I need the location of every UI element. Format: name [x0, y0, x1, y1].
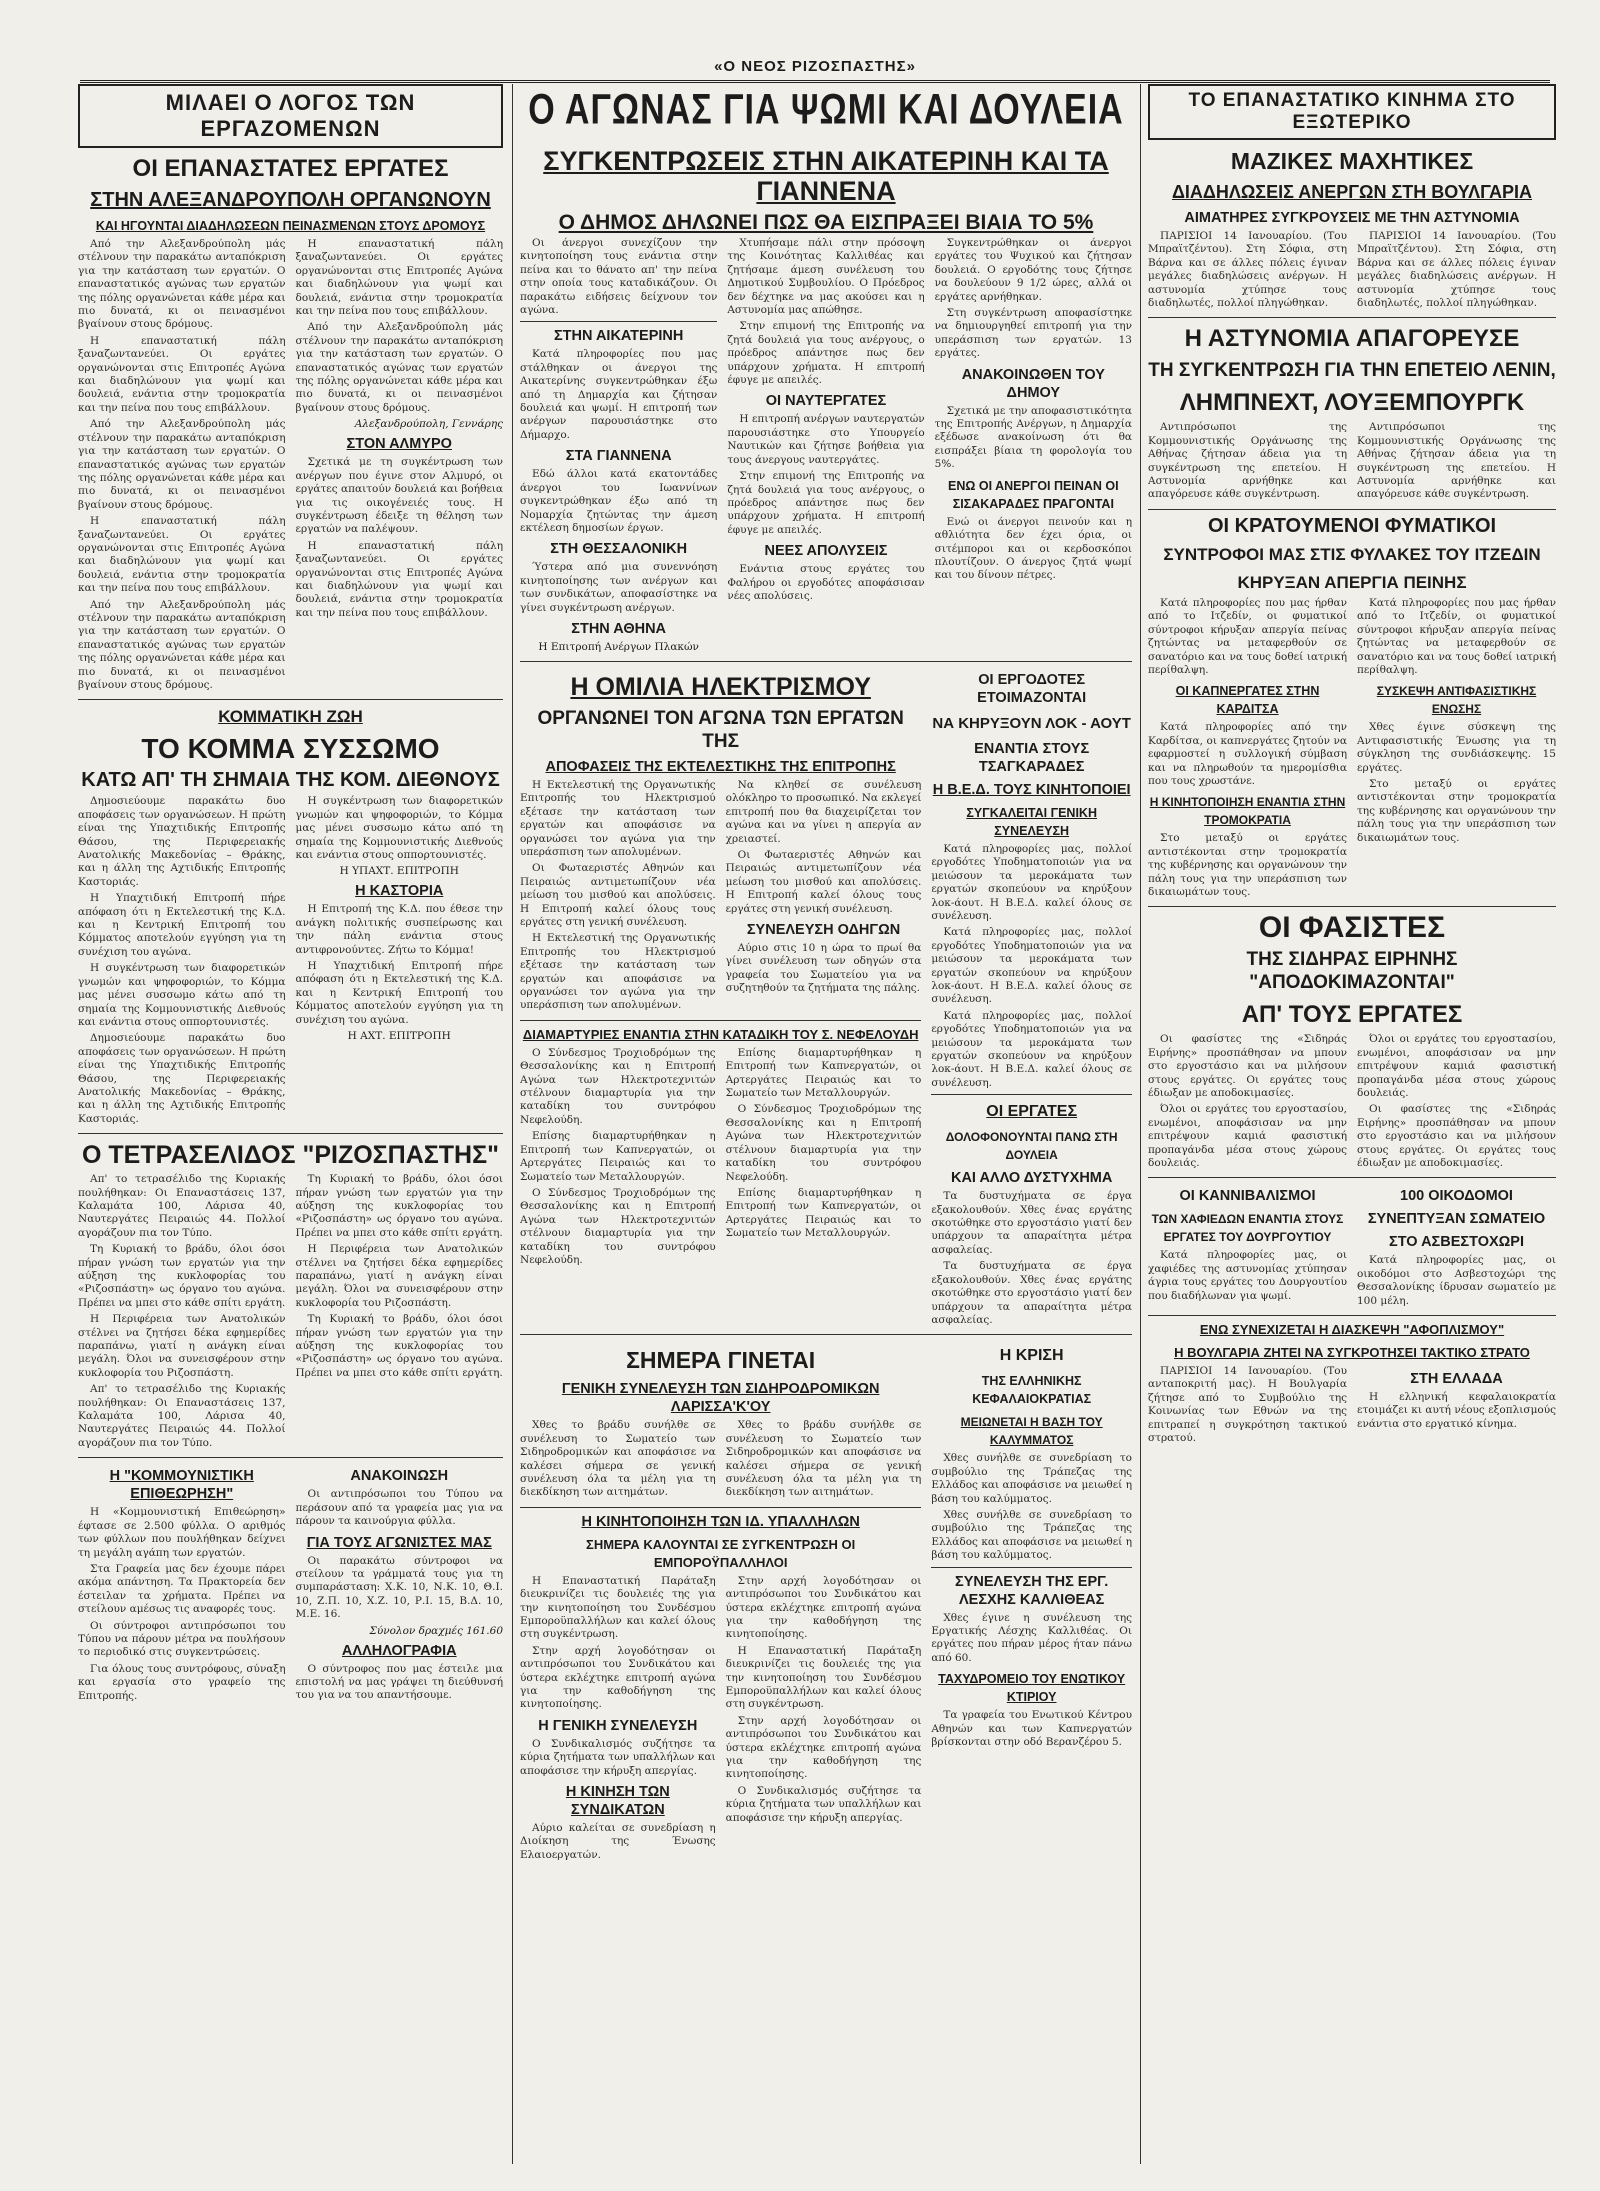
article-text: Ενάντια στους εργάτες του Φαλήρου οι εργοδότες αποφάσισαν νέες απολύσεις. — [727, 563, 925, 602]
article-text: Στην επιμονή της Επιτροπής να ζητά δουλειά για τους ανέργους, ο πρόεδρος απάντησε πως δεν υπάρχουν χρήματα. Η επιτροπή έφυγε με απειλές. — [727, 320, 925, 387]
article-text: Χθες έγινε η συνέλευση της Εργατικής Λέσχης Καλλιθέας. Οι εργάτες που πήραν μέρος ήταν πάνω από 60. — [931, 1611, 1132, 1664]
headline: Η ΚΙΝΗΤΟΠΟΙΗΣΗ ΤΩΝ ΙΔ. ΥΠΑΛΛΗΛΩΝ — [581, 1513, 860, 1530]
section-heading: ΑΛΛΗΛΟΓΡΑΦΙΑ — [341, 1642, 457, 1659]
article-text: Ο Σύνδεσμος Τροχιοδρόμων της Θεσσαλονίκης και η Επιτροπή Αγώνα των Ηλεκτροτεχνιτών στέλνουν διαμαρτυρία για την καταδίκη του συντρόφου Νεφελούδη. — [725, 1103, 922, 1183]
article-text: Απ' το τετρασέλιδο της Κυριακής πουλήθηκαν: Οι Επαναστάσεις 137, Καλαμάτα 100, Λάρισα 40, Ναυτεργάτες Πειραιώς 44. Πολλοί αγοράζουν πια τον Τύπο. — [78, 1383, 286, 1449]
section-heading: ΣΥΝΕΛΕΥΣΗ ΟΔΗΓΩΝ — [746, 922, 901, 938]
column-left — [78, 82, 503, 2172]
headline: Η ΑΣΤΥΝΟΜΙΑ ΑΠΑΓΟΡΕΥΣΕ — [1184, 325, 1520, 353]
article-text: Η Περιφέρεια των Ανατολικών στέλνει να ζητήσει δέκα εφημερίδες παραπάνω, γιατί η ανάγκη είναι μεγάλη. Όλοι να συνεισφέρουν στην κυκλοφορία του Ριζοσπάστη. — [78, 1313, 286, 1379]
article-columns — [78, 238, 503, 695]
sum-total: Σύνολον δραχμές 161.60 — [369, 1624, 503, 1637]
article-text: Στην αρχή λογοδότησαν οι αντιπρόσωποι του Συνδικάτου και ύστερα εκλέχτηκε επιτροπή αγώνα για την καθοδήγηση της κινητοποίησης. — [725, 1714, 922, 1781]
section-heading: ΟΙ ΝΑΥΤΕΡΓΑΤΕΣ — [765, 393, 887, 410]
article-text: Η συγκέντρωση των διαφορετικών γνωμών και ψηφοφοριών, το Κόμμα μας μένει συσσωμο κάτω από τη σημαία της Κομμουνιστικής Διεθνούς και ενάντια στους οππορτουνιστές. — [78, 962, 286, 1028]
article-text: Στα Γραφεία μας δεν έχουμε πάρει ακόμα απάντηση. Τα Πρακτορεία δεν έστειλαν τα χρήματα. Πρέπει να στείλουν αμέσως τις αναφορές τους. — [78, 1562, 286, 1616]
headline: Η ΒΟΥΛΓΑΡΙΑ ΖΗΤΕΙ ΝΑ ΣΥΓΚΡΟΤΗΣΕΙ ΤΑΚΤΙΚΟ ΣΤΡΑΤΟ — [1174, 1345, 1530, 1361]
article-columns — [78, 795, 503, 1129]
article-text: Επίσης διαμαρτυρήθηκαν η Επιτροπή των Καπνεργατών, οι Αρτεργάτες Πειραιώς και το Σωματείο των Μεταλλουργών. — [725, 1186, 922, 1240]
article-text: Αύριο στις 10 η ώρα το πρωί θα γίνει συνέλευση των οδηγών στα γραφεία του Σωματείου για να συζητηθούν τα ζητήματα της πάλης. — [725, 942, 922, 995]
subheadline: ΣΥΓΚΑΛΕΙΤΑΙ ΓΕΝΙΚΗ ΣΥΝΕΛΕΥΣΗ — [966, 805, 1097, 838]
headline: Η ΚΡΙΣΗ — [999, 1347, 1064, 1365]
section-heading: ΣΤΗ ΕΛΛΑΔΑ — [1410, 1371, 1503, 1388]
divider — [520, 661, 1132, 662]
article-text: Οι Φωταεριστές Αθηνών και Πειραιώς αντιμετωπίζουν νέα μείωση του μισθού και απολύσεις. Η Επιτροπή καλεί όλους τους εργάτες στη γενική συνέλευση. — [520, 862, 716, 928]
divider — [1148, 509, 1556, 510]
headline: ΣΥΓΚΕΝΤΡΩΣΕΙΣ ΣΤΗΝ ΑΙΚΑΤΕΡΙΝΗ ΚΑΙ ΤΑ ΓΙΑΝΝΕΝΑ — [543, 146, 1109, 206]
headline: ΤΗ ΣΥΓΚΕΝΤΡΩΣΗ ΓΙΑ ΤΗΝ ΕΠΕΤΕΙΟ ΛΕΝΙΝ, — [1148, 360, 1556, 382]
article-columns — [520, 1047, 921, 1271]
divider — [1148, 1177, 1556, 1178]
headline: ΕΝΩ ΣΥΝΕΧΙΖΕΤΑΙ Η ΔΙΑΣΚΕΨΗ "ΑΦΟΠΛΙΣΜΟΥ" — [1199, 1322, 1505, 1338]
subheadline: ΑΠΟΦΑΣΕΙΣ ΤΗΣ ΕΚΤΕΛΕΣΤΙΚΗΣ ΤΗΣ ΕΠΙΤΡΟΠΗΣ — [545, 758, 896, 775]
article-text: Η συγκέντρωση των διαφορετικών γνωμών και ψηφοφοριών, το Κόμμα μας μένει συσσωμο κάτω από τη σημαία της Κομμουνιστικής Διεθνούς και ενάντια στους οππορτουνιστές. — [295, 795, 503, 862]
article-text: Κατά πληροφορίες μας, πολλοί εργοδότες Υποδηματοποιών για να μειώσουν τα μεροκάματα των εργατών σκοπεύουν να κηρύξουν λοκ-άουτ. Η Β.Ε.Δ. καλεί όλους σε συνέλευση. — [931, 1009, 1132, 1089]
article-text: Στην αρχή λογοδότησαν οι αντιπρόσωποι του Συνδικάτου και ύστερα εκλέχτηκε επιτροπή αγώνα για την καθοδήγηση της κινητοποίησης. — [725, 1574, 922, 1641]
article-text: Επίσης διαμαρτυρήθηκαν η Επιτροπή των Καπνεργατών, οι Αρτεργάτες Πειραιώς και το Σωματείο των Μεταλλουργών. — [725, 1046, 922, 1100]
subheadline: Η Β.Ε.Δ. ΤΟΥΣ ΚΙΝΗΤΟΠΟΙΕΙ — [932, 781, 1131, 798]
article-text: Χθες το βράδυ συνήλθε σε συνέλευση το Σωματείο των Σιδηροδρομικών και αποφάσισε να καλέσει σήμερα σε γενική συνέλευση όλα τα μέλη για τη διεκδίκηση των αιτημάτων. — [725, 1419, 922, 1499]
article-columns — [520, 1419, 921, 1502]
column-center — [520, 82, 1132, 2172]
article-text: ΠΑΡΙΣΙΟΙ 14 Ιανουαρίου. (Του ανταποκριτή μας). Η Βουλγαρία ζήτησε από το Συμβούλιο της Κοινωνίας των Εθνών να της επιτραπεί η συγκρότηση τακτικού στρατού. — [1148, 1365, 1347, 1445]
article-columns — [78, 1462, 503, 1706]
section-box-title: ΤΟ ΕΠΑΝΑΣΤΑΤΙΚΟ ΚΙΝΗΜΑ ΣΤΟ ΕΞΩΤΕΡΙΚΟ — [1148, 84, 1556, 140]
article-text: Ο Συνδικαλισμός συζήτησε τα κύρια ζητήματα των υπαλλήλων και αποφάσισε την κήρυξη απεργίας. — [725, 1784, 922, 1824]
divider — [78, 1457, 503, 1458]
headline: Η ΟΜΙΛΙΑ ΗΛΕΚΤΡΙΣΜΟΥ — [570, 672, 871, 701]
masthead: «Ο ΝΕΟΣ ΡΙΖΟΣΠΑΣΤΗΣ» — [80, 58, 1550, 83]
article-text: Η Περιφέρεια των Ανατολικών στέλνει να ζητήσει δέκα εφημερίδες παραπάνω, γιατί η ανάγκη είναι μεγάλη. Όλοι να συνεισφέρουν στην κυκλοφορία του Ριζοσπάστη. — [295, 1243, 503, 1309]
divider — [1148, 906, 1556, 907]
article-columns — [520, 237, 1132, 657]
headline: ΑΠ' ΤΟΥΣ ΕΡΓΑΤΕΣ — [1241, 1001, 1463, 1029]
article-text: Αντιπρόσωποι της Κομμουνιστικής Οργάνωσης της Αθήνας ζήτησαν άδεια για τη συγκέντρωση της επετείου. Η Αστυνομία αρνήθηκε και απαγόρευσε κάθε συγκέντρωση. — [1357, 421, 1556, 501]
headline: ΓΕΝΙΚΗ ΣΥΝΕΛΕΥΣΗ ΤΩΝ ΣΙΔΗΡΟΔΡΟΜΙΚΩΝ ΛΑΡΙΣΣΑ'Κ'ΟΥ — [561, 1381, 880, 1416]
headline: ΤΗΣ ΕΛΛΗΝΙΚΗΣ ΚΕΦΑΛΑΙΟΚΡΑΤΙΑΣ — [972, 1374, 1092, 1407]
article-text: Η επαναστατική πάλη ξαναζωντανεύει. Οι εργάτες οργανώνονται στις Επιτροπές Αγώνα και διαδηλώνουν για ψωμί και δουλειά, ενάντια στην τρομοκρατία και την πείνα που τους επιβάλλουν. — [78, 515, 286, 595]
article-text: Χθες συνήλθε σε συνεδρίαση το συμβούλιο της Τράπεζας της Ελλάδος και αποφάσισε να μειωθεί η βάση του καλύμματος. — [931, 1508, 1132, 1562]
article-text: Σχετικά με την αποφασιστικότητα της Επιτροπής Ανέργων, η Δημαρχία εξέδωσε ανακοίνωση ότι θα εισπράξει βίαια τη φορολογία του 5%. — [934, 404, 1132, 471]
article-text: Ο σύντροφος που μας έστειλε μια επιστολή να μας γράψει τη διεύθυνσή του για να του απαντήσουμε. — [295, 1662, 503, 1702]
article-text: Τη Κυριακή το βράδυ, όλοι όσοι πήραν γνώση των εργατών για την αύξηση της κυκλοφορίας του «Ριζοσπάστη» ως όργανο του αγώνα. Πρέπει να μπει στο κάθε σπίτι εργάτη. — [295, 1313, 503, 1379]
divider — [931, 1567, 1132, 1568]
section-heading: Η ΚΙΝΗΤΟΠΟΙΗΣΗ ΕΝΑΝΤΙΑ ΣΤΗΝ ΤΡΟΜΟΚΡΑΤΙΑ — [1149, 795, 1346, 828]
divider — [931, 1094, 1132, 1095]
article-text: Κατά πληροφορίες μας, οι οικοδόμοι στο Ασβεστοχώρι της Θεσσαλονίκης ίδρυσαν σωματείο με 100 μέλη. — [1357, 1254, 1556, 1307]
headline: ΤΟ ΚΟΜΜΑ ΣΥΣΣΩΜΟ — [141, 733, 440, 765]
article-text: Η Εκτελεστική της Οργανωτικής Επιτροπής του Ηλεκτρισμού εξέτασε την κατάσταση των εργατών και αποφάσισε να οργανώσει τον αγώνα για την υπεράσπιση των απολυμένων. — [520, 932, 716, 1012]
article-text: ΠΑΡΙΣΙΟΙ 14 Ιανουαρίου. (Του Μπραϊτζέντου). Στη Σόφια, στη Βάρνα και σε άλλες πόλεις έγιναν μεγάλες διαδηλώσεις ανέργων. Η αστυνομία χτύπησε τους διαδηλωτές, πολλοί πληγώθηκαν. — [1148, 230, 1347, 310]
article-text: Οι φασίστες της «Σιδηράς Ειρήνης» προσπάθησαν να μπουν στο εργοστάσιο και να μιλήσουν στους εργάτες. Οι εργάτες τους έδιωξαν με αποδοκιμασίες. — [1148, 1033, 1347, 1099]
article-text: Συγκεντρώθηκαν οι άνεργοι εργάτες του Ψυχικού και ζήτησαν δουλειά. Ο εργοδότης τους ζήτησε να δουλεύουν 9 1/2 ώρες, αλλά οι εργάτες αρνήθηκαν. — [934, 237, 1132, 303]
section-heading: ΣΤΑ ΓΙΑΝΝΕΝΑ — [565, 448, 672, 465]
article-text: Τη Κυριακή το βράδυ, όλοι όσοι πήραν γνώση των εργατών για την αύξηση της κυκλοφορίας του «Ριζοσπάστη» ως όργανο του αγώνα. Πρέπει να μπει στο κάθε σπίτι εργάτη. — [78, 1243, 286, 1309]
article-text: Για όλους τους συντρόφους, σύναξη και εργασία στο γραφείο της Επιτροπής. — [78, 1662, 286, 1702]
article-text: Κατά πληροφορίες που μας ήρθαν από το Ιτζεδίν, οι φυματικοί σύντροφοι κήρυξαν απεργία πείνας ζητώντας να μεταφερθούν σε σανατόριο και να τους δοθεί ιατρική περίθαλψη. — [1148, 596, 1347, 676]
article-text: Τα δυστυχήματα σε έργα εξακολουθούν. Χθες ένας εργάτης σκοτώθηκε στο εργοστάσιο γιατί δεν υπάρχουν τα απαραίτητα μέτρα ασφαλείας. — [931, 1260, 1132, 1326]
headline: ΟΙ ΕΡΓΟΔΟΤΕΣ ΕΤΟΙΜΑΖΟΝΤΑΙ — [977, 671, 1087, 706]
headline: Ο ΤΕΤΡΑΣΕΛΙΔΟΣ "ΡΙΖΟΣΠΑΣΤΗΣ" — [82, 1141, 499, 1170]
article-text: Όλοι οι εργάτες του εργοστασίου, ενωμένοι, αποφάσισαν να μην επιτρέψουν καμιά φασιστική προπαγάνδα μέσα στους χώρους δουλειάς. — [1357, 1033, 1556, 1099]
article-text: Η επαναστατική πάλη ξαναζωντανεύει. Οι εργάτες οργανώνονται στις Επιτροπές Αγώνα και διαδηλώνουν για ψωμί και δουλειά, ενάντια στην τρομοκρατία και την πείνα που τους επιβάλλουν. — [295, 539, 503, 619]
divider — [78, 699, 503, 700]
article-text: Εδώ άλλοι κατά εκατοντάδες άνεργοι του Ιωαννίνων συγκεντρώθηκαν έξω από τη Νομαρχία ζητώντας την άμεση εκτέλεση δημοσίων έργων. — [520, 468, 718, 534]
article-text: Η Υπαχτιδική Επιτροπή πήρε απόφαση ότι η Εκτελεστική της Κ.Δ. και η Κεντρική Επιτροπή του Κόμματος αποτελούν εγγύηση για τη συνέχιση του αγώνα. — [78, 892, 286, 958]
main-headline: Ο ΑΓΩΝΑΣ ΓΙΑ ΨΩΜΙ ΚΑΙ ΔΟΥΛΕΙΑ — [528, 86, 1124, 134]
headline: ΟΙ ΦΑΣΙΣΤΕΣ — [1258, 911, 1446, 945]
headline: ΚΑΙ ΑΛΛΟ ΔΥΣΤΥΧΗΜΑ — [950, 1170, 1113, 1187]
article-text: Οι αντιπρόσωποι του Τύπου να περάσουν από τα γραφεία μας για να πάρουν τα καινούργια φύλλα. — [295, 1488, 503, 1528]
article-text: Κατά πληροφορίες μας, πολλοί εργοδότες Υποδηματοποιών για να μειώσουν τα μεροκάματα των εργατών σκοπεύουν να κηρύξουν λοκ-άουτ. Η Β.Ε.Δ. καλεί όλους σε συνέλευση. — [931, 842, 1132, 922]
headline: 100 ΟΙΚΟΔΟΜΟΙ — [1400, 1188, 1513, 1205]
section-heading: ΣΤΗΝ ΑΘΗΝΑ — [571, 620, 667, 637]
article-text: Στο μεταξύ οι εργάτες αντιστέκονται στην τρομοκρατία της κυβέρνησης και οργανώνουν την πάλη τους για την υπεράσπιση των δικαιωμάτων τους. — [1357, 777, 1556, 844]
signature: Η ΥΠΑΧΤ. ΕΠΙΤΡΟΠΗ — [339, 865, 459, 878]
headline: ΣΥΝΕΛΕΥΣΗ ΤΗΣ ΕΡΓ. ΛΕΣΧΗΣ ΚΑΛΛΙΘΕΑΣ — [955, 1573, 1109, 1608]
headline: ΤΑΧΥΔΡΟΜΕΙΟ ΤΟΥ ΕΝΩΤΙΚΟΥ ΚΤΙΡΙΟΥ — [938, 1672, 1126, 1705]
column-rule — [512, 84, 513, 2164]
headline: ΔΟΛΟΦΟΝΟΥΝΤΑΙ ΠΑΝΩ ΣΤΗ ΔΟΥΛΕΙΑ — [945, 1130, 1118, 1163]
article-text: Στην αρχή λογοδότησαν οι αντιπρόσωποι του Συνδικάτου και ύστερα εκλέχτηκε επιτροπή αγώνα για την καθοδήγηση της κινητοποίησης. — [520, 1644, 716, 1711]
article-text: Κατά πληροφορίες μας, πολλοί εργοδότες Υποδηματοποιών για να μειώσουν τα μεροκάματα των εργατών σκοπεύουν να κηρύξουν λοκ-άουτ. Η Β.Ε.Δ. καλεί όλους σε συνέλευση. — [931, 926, 1132, 1006]
article-text: Χθες συνήλθε σε συνεδρίαση το συμβούλιο της Τράπεζας της Ελλάδος και αποφάσισε να μειωθεί η βάση του καλύμματος. — [931, 1452, 1132, 1505]
signature: Η Επιτροπή Ανέργων Πλακών — [538, 640, 699, 653]
headline: ΣΥΝΕΠΤΥΞΑΝ ΣΩΜΑΤΕΙΟ — [1367, 1211, 1546, 1228]
article-columns — [520, 1575, 921, 1866]
article-text: Κατά πληροφορίες από την Καρδίτσα, οι καπνεργάτες ζητούν να εφαρμοστεί η συλλογική σύμβαση και να πληρωθούν τα ημερομίσθια που τους χρωστάνε. — [1148, 721, 1347, 787]
article-text: Ο Συνδικαλισμός συζήτησε τα κύρια ζητήματα των υπαλλήλων και αποφάσισε την κήρυξη απεργίας. — [520, 1737, 716, 1777]
article-text: Κατά πληροφορίες μας, οι χαφιέδες της αστυνομίας χτύπησαν άγρια τους εργάτες του Δουργουτίου που διαδήλωναν για ψωμί. — [1148, 1249, 1347, 1302]
headline: ΝΑ ΚΗΡΥΞΟΥΝ ΛΟΚ - ΑΟΥΤ — [932, 714, 1131, 732]
headline: ΚΗΡΥΞΑΝ ΑΠΕΡΓΙΑ ΠΕΙΝΗΣ — [1237, 572, 1467, 592]
article-columns — [1148, 1182, 1556, 1311]
article-columns — [520, 779, 921, 1016]
article-columns — [1148, 1365, 1556, 1448]
article-text: Η «Κομμουνιστική Επιθεώρηση» έφτασε σε 2.500 φύλλα. Ο αριθμός των φύλλων που πουλήθηκαν δείχνει τη μεγάλη αγάπη των εργατών. — [78, 1506, 286, 1559]
section-heading: Η ΓΕΝΙΚΗ ΣΥΝΕΛΕΥΣΗ — [538, 1717, 698, 1734]
article-text: Στην επιμονή της Επιτροπής να ζητά δουλειά για τους ανέργους, ο πρόεδρος απάντησε πως δεν υπάρχουν χρήματα. Η επιτροπή έφυγε με απειλές. — [727, 470, 925, 536]
article-text: Τα δυστυχήματα σε έργα εξακολουθούν. Χθες ένας εργάτης σκοτώθηκε στο εργοστάσιο γιατί δεν υπάρχουν τα απαραίτητα μέτρα ασφαλείας. — [931, 1190, 1132, 1256]
article-text: Οι Φωταεριστές Αθηνών και Πειραιώς αντιμετωπίζουν νέα μείωση του μισθού και απολύσεις. Η Επιτροπή καλεί όλους τους εργάτες στη γενική συνέλευση. — [725, 848, 922, 915]
article-text: Στη συγκέντρωση αποφασίστηκε να δημιουργηθεί επιτροπή για την υπεράσπιση των εργατών. 13 εργάτες. — [934, 307, 1132, 360]
column-right — [1148, 82, 1556, 2172]
article-text: Κατά πληροφορίες που μας στάλθηκαν οι άνεργοι της Αικατερίνης συγκεντρώθηκαν έξω από τη Δημαρχία και ζήτησαν δουλειά και ψωμί. Η επιτροπή των ανέργων παρουσιάστηκε στο Δήμαρχο. — [520, 348, 718, 441]
article-text: Η Επαναστατική Παράταξη διευκρινίζει τις δουλειές της για την κινητοποίηση του Συνδέσμου Εμποροϋπαλλήλων και καλεί όλους στη συγκέντρωση. — [520, 1574, 716, 1641]
signature: Η ΑΧΤ. ΕΠΙΤΡΟΠΗ — [347, 1030, 451, 1043]
headline: ΟΙ ΕΠΑΝΑΣΤΑΤΕΣ ΕΡΓΑΤΕΣ — [132, 155, 449, 182]
headline: ΟΡΓΑΝΩΝΕΙ ΤΟΝ ΑΓΩΝΑ ΤΩΝ ΕΡΓΑΤΩΝ ΤΗΣ — [537, 707, 904, 752]
section-label: ΚΟΜΜΑΤΙΚΗ ΖΩΗ — [218, 707, 363, 727]
article-text: Τα γραφεία του Ενωτικού Κέντρου Αθηνών και των Καπνεργατών βρίσκονται στην οδό Βερανζέρου 5. — [931, 1709, 1132, 1748]
divider — [1148, 1315, 1556, 1316]
article-text: Σχετικά με τη συγκέντρωση των ανέργων που έγινε στον Αλμυρό, οι εργάτες απαιτούν δουλειά και βοήθεια για τις οικογένειές τους. Η συγκέντρωση έδειξε τη θέληση των εργατών να παλέψουν. — [295, 456, 503, 536]
divider — [520, 321, 717, 322]
article-text: Ο Σύνδεσμος Τροχιοδρόμων της Θεσσαλονίκης και η Επιτροπή Αγώνα των Ηλεκτροτεχνιτών στέλνουν διαμαρτυρία για την καταδίκη του συντρόφου Νεφελούδη. — [520, 1186, 716, 1266]
split-section — [520, 1339, 1132, 1865]
section-heading: ΣΥΣΚΕΨΗ ΑΝΤΙΦΑΣΙΣΤΙΚΗΣ ΕΝΩΣΗΣ — [1376, 684, 1537, 717]
section-heading: ΑΝΑΚΟΙΝΩΣΗ — [350, 1468, 449, 1485]
headline: ΔΙΑΜΑΡΤΥΡΙΕΣ ΕΝΑΝΤΙΑ ΣΤΗΝ ΚΑΤΑΔΙΚΗ ΤΟΥ Σ. ΝΕΦΕΛΟΥΔΗ — [522, 1026, 919, 1042]
article-text: Απ' το τετρασέλιδο της Κυριακής πουλήθηκαν: Οι Επαναστάσεις 137, Καλαμάτα 100, Λάρισα 40, Ναυτεργάτες Πειραιώς 44. Πολλοί αγοράζουν πια τον Τύπο. — [78, 1173, 286, 1239]
headline: ΤΩΝ ΧΑΦΙΕΔΩΝ ΕΝΑΝΤΙΑ ΣΤΟΥΣ ΕΡΓΑΤΕΣ ΤΟΥ ΔΟΥΡΓΟΥΤΙΟΥ — [1151, 1212, 1344, 1245]
article-text: Ο Σύνδεσμος Τροχιοδρόμων της Θεσσαλονίκης και η Επιτροπή Αγώνα των Ηλεκτροτεχνιτών στέλνουν διαμαρτυρία για την καταδίκη του συντρόφου Νεφελούδη. — [520, 1046, 716, 1126]
divider — [1148, 317, 1556, 318]
divider — [520, 1334, 1132, 1335]
divider — [520, 1020, 921, 1021]
article-text: Η επαναστατική πάλη ξαναζωντανεύει. Οι εργάτες οργανώνονται στις Επιτροπές Αγώνα και διαδηλώνουν για ψωμί και δουλειά, ενάντια στην τρομοκρατία και την πείνα που τους επιβάλλουν. — [295, 238, 503, 318]
section-heading: ΕΝΩ ΟΙ ΑΝΕΡΓΟΙ ΠΕΙΝΑΝ ΟΙ ΣΙΣΑΚΑΡΑΔΕΣ ΠΡΑΓΟΝΤΑΙ — [948, 478, 1119, 511]
subheadline: ΑΙΜΑΤΗΡΕΣ ΣΥΓΚΡΟΥΣΕΙΣ ΜΕ ΤΗΝ ΑΣΤΥΝΟΜΙΑ — [1184, 210, 1520, 226]
headline: Ο ΔΗΜΟΣ ΔΗΛΩΝΕΙ ΠΩΣ ΘΑ ΕΙΣΠΡΑΞΕΙ ΒΙΑΙΑ ΤΟ 5% — [558, 211, 1094, 234]
article-text: Ύστερα από μια συνεννόηση κινητοποίησης των ανέργων και των συνδικάτων, αποφασίστηκε να γίνει συγκέντρωση ανέργων. — [520, 561, 718, 614]
section-heading: ΣΤΟΝ ΑΛΜΥΡΟ — [346, 436, 452, 453]
article-text: Η επιτροπή ανέργων ναυτεργατών παρουσιάστηκε στο Υπουργείο Ναυτικών και ζήτησε βοήθεια για τους άνεργους ναυτεργάτες. — [727, 413, 925, 466]
article-text: Χθες έγινε σύσκεψη της Αντιφασιστικής Ένωσης για τη σύγκληση της συνδιάσκεψης. 15 εργάτες. — [1357, 721, 1556, 774]
article-text: Αντιπρόσωποι της Κομμουνιστικής Οργάνωσης της Αθήνας ζήτησαν άδεια για τη συγκέντρωση της επετείου. Η Αστυνομία αρνήθηκε και απαγόρευσε κάθε συγκέντρωση. — [1148, 421, 1347, 501]
headline: ΚΑΤΩ ΑΠ' ΤΗ ΣΗΜΑΙΑ ΤΗΣ ΚΟΜ. ΔΙΕΘΝΟΥΣ — [81, 769, 500, 792]
headline: ΜΑΖΙΚΕΣ ΜΑΧΗΤΙΚΕΣ — [1230, 148, 1474, 174]
section-heading: Η ΚΙΝΗΣΗ ΤΩΝ ΣΥΝΔΙΚΑΤΩΝ — [565, 1784, 670, 1819]
article-text: Από την Αλεξανδρούπολη μάς στέλνουν την παρακάτω ανταπόκριση για την κατάσταση των εργατών. Ο επαναστατικός αγώνας των εργατών της πόλης οργανώνεται κάθε μέρα και πιο δυνατά, κι οι πεινασμένοι βγαίνουν στους δρόμους. — [78, 238, 286, 331]
article-text: Οι σύντροφοι αντιπρόσωποι του Τύπου να πάρουν μέτρα να πουλήσουν το περιοδικό στις συγκεντρώσεις. — [78, 1619, 286, 1659]
article-text: Όλοι οι εργάτες του εργοστασίου, ενωμένοι, αποφάσισαν να μην επιτρέψουν καμιά φασιστική προπαγάνδα μέσα στους χώρους δουλειάς. — [1148, 1103, 1347, 1170]
article-text: Ενώ οι άνεργοι πεινούν και η αθλιότητα δεν έχει όρια, οι σιτέμποροι και οι κερδοσκόποι πλουτίζουν. Ο άνεργος ζητά ψωμί και του δίνουν πέτρες. — [934, 515, 1132, 582]
article-text: Από την Αλεξανδρούπολη μάς στέλνουν την παρακάτω ανταπόκριση για την κατάσταση των εργατών. Ο επαναστατικός αγώνας των εργατών της πόλης οργανώνεται κάθε μέρα και πιο δυνατά, κι οι πεινασμένοι βγαίνουν στους δρόμους. — [78, 418, 286, 511]
article-text: Δημοσιεύουμε παρακάτω δυο αποφάσεις των οργανώσεων. Η πρώτη είναι της Υπαχτιδικής Επιτροπής Θάσου, της Περιφερειακής Ανατολικής Μακεδονίας – Θράκης, και η άλλη της Αχτιδικής Επιτροπής Καστοριάς. — [78, 1032, 286, 1125]
article-text: Οι παρακάτω σύντροφοι να στείλουν τα γράμματά τους για τη συμπαράσταση: Χ.Κ. 10, Ν.Κ. 10, Θ.Ι. 10, Ζ.Π. 10, Χ.Ζ. 10, Ρ.Ι. 15, Β.Δ. 10, Μ.Ε. 16. — [295, 1554, 503, 1621]
divider — [520, 1507, 921, 1508]
article-text: Χθες το βράδυ συνήλθε σε συνέλευση το Σωματείο των Σιδηροδρομικών και αποφάσισε να καλέσει σήμερα σε γενική συνέλευση όλα τα μέλη για τη διεκδίκηση των αιτημάτων. — [520, 1419, 716, 1499]
article-text: Τη Κυριακή το βράδυ, όλοι όσοι πήραν γνώση των εργατών για την αύξηση της κυκλοφορίας του «Ριζοσπάστη» ως όργανο του αγώνα. Πρέπει να μπει στο κάθε σπίτι εργάτη. — [295, 1173, 503, 1239]
article-text: Από την Αλεξανδρούπολη μάς στέλνουν την παρακάτω ανταπόκριση για την κατάσταση των εργατών. Ο επαναστατικός αγώνας των εργατών της πόλης οργανώνεται κάθε μέρα και πιο δυνατά, κι οι πεινασμένοι βγαίνουν στους δρόμους. — [295, 321, 503, 414]
headline: ΣΥΝΤΡΟΦΟΙ ΜΑΣ ΣΤΙΣ ΦΥΛΑΚΕΣ ΤΟΥ ΙΤΖΕΔΙΝ — [1163, 544, 1541, 564]
article-text: Αύριο καλείται σε συνεδρίαση η Διοίκηση της Ένωσης Ελαιοεργατών. — [520, 1822, 716, 1861]
headline: ΟΙ ΚΑΝΝΙΒΑΛΙΣΜΟΙ — [1179, 1188, 1316, 1205]
section-heading: ΝΕΕΣ ΑΠΟΛΥΣΕΙΣ — [764, 543, 888, 560]
article-text: Να κληθεί σε συνέλευση ολόκληρο το προσωπικό. Να εκλεγεί επιτροπή που θα διαχειρίζεται τον αγώνα και να γίνει η απεργία αν χρειαστεί. — [725, 778, 922, 845]
headline: ΟΙ ΕΡΓΑΤΕΣ — [986, 1103, 1078, 1121]
article-columns — [1148, 597, 1556, 903]
section-heading: ΑΝΑΚΟΙΝΩΘΕΝ ΤΟΥ ΔΗΜΟΥ — [961, 366, 1105, 401]
headline: ΣΤΟ ΑΣΒΕΣΤΟΧΩΡΙ — [1389, 1234, 1524, 1251]
article-columns — [1148, 1033, 1556, 1173]
article-text: Οι άνεργοι συνεχίζουν την κινητοποίηση τους ενάντια στην πείνα και το θάνατο απ' την πείνα στην οποία τους καταδικάζουν. Οι παρακάτω ειδήσεις δείχνουν τον αγώνα. — [520, 237, 718, 317]
section-heading: ΟΙ ΚΑΠΝΕΡΓΑΤΕΣ ΣΤΗΝ ΚΑΡΔΙΤΣΑ — [1175, 684, 1320, 717]
article-text: Επίσης διαμαρτυρήθηκαν η Επιτροπή των Καπνεργατών, οι Αρτεργάτες Πειραιώς και το Σωματείο των Μεταλλουργών. — [520, 1130, 716, 1183]
divider — [78, 1133, 503, 1134]
section-heading: ΣΤΗ ΘΕΣΣΑΛΟΝΙΚΗ — [550, 541, 688, 558]
article-text: Από την Αλεξανδρούπολη μάς στέλνουν την παρακάτω ανταπόκριση για την κατάσταση των εργατών. Ο επαναστατικός αγώνας των εργατών της πόλης οργανώνεται κάθε μέρα και πιο δυνατά, κι οι πεινασμένοι βγαίνουν στους δρόμους. — [78, 598, 286, 691]
subheadline: ΚΑΙ ΗΓΟΥΝΤΑΙ ΔΙΑΔΗΛΩΣΕΩΝ ΠΕΙΝΑΣΜΕΝΩΝ ΣΤΟΥΣ ΔΡΟΜΟΥΣ — [95, 219, 486, 233]
headline: ΜΕΙΩΝΕΤΑΙ Η ΒΑΣΗ ΤΟΥ ΚΑΛΥΜΜΑΤΟΣ — [960, 1415, 1103, 1448]
article-text: Η επαναστατική πάλη ξαναζωντανεύει. Οι εργάτες οργανώνονται στις Επιτροπές Αγώνα και διαδηλώνουν για ψωμί και δουλειά, ενάντια στην τρομοκρατία και την πείνα που τους επιβάλλουν. — [78, 334, 286, 414]
article-text: ΠΑΡΙΣΙΟΙ 14 Ιανουαρίου. (Του Μπραϊτζέντου). Στη Σόφια, στη Βάρνα και σε άλλες πόλεις έγιναν μεγάλες διαδηλώσεις ανέργων. Η αστυνομία χτύπησε τους διαδηλωτές, πολλοί πληγώθηκαν. — [1357, 230, 1556, 310]
article-text: Η Επαναστατική Παράταξη διευκρινίζει τις δουλειές της για την κινητοποίηση του Συνδέσμου Εμποροϋπαλλήλων και καλεί όλους στη συγκέντρωση. — [725, 1644, 922, 1711]
section-heading: Η "ΚΟΜΜΟΥΝΙΣΤΙΚΗ ΕΠΙΘΕΩΡΗΣΗ" — [109, 1468, 254, 1503]
article-text: Η Εκτελεστική της Οργανωτικής Επιτροπής του Ηλεκτρισμού εξέτασε την κατάσταση των εργατών και αποφάσισε να οργανώσει τον αγώνα για την υπεράσπιση των απολυμένων. — [520, 778, 716, 858]
article-columns — [1148, 230, 1556, 313]
headline: ΣΤΗΝ ΑΛΕΞΑΝΔΡΟΥΠΟΛΗ ΟΡΓΑΝΩΝΟΥΝ — [90, 189, 491, 211]
section-heading: ΓΙΑ ΤΟΥΣ ΑΓΩΝΙΣΤΕΣ ΜΑΣ — [306, 1534, 492, 1551]
article-text: Η ελληνική κεφαλαιοκρατία ετοιμάζει κι αυτή νέους εξοπλισμούς ενάντια στο εργατικό κίνημα. — [1357, 1391, 1556, 1430]
article-text: Οι φασίστες της «Σιδηράς Ειρήνης» προσπάθησαν να μπουν στο εργοστάσιο και να μιλήσουν στους εργάτες. Οι εργάτες τους έδιωξαν με αποδοκιμασίες. — [1357, 1103, 1556, 1170]
section-heading: Η ΚΑΣΤΟΡΙΑ — [355, 883, 444, 900]
article-text: Δημοσιεύουμε παρακάτω δυο αποφάσεις των οργανώσεων. Η πρώτη είναι της Υπαχτιδικής Επιτροπής Θάσου, της Περιφερειακής Ανατολικής Μακεδονίας – Θράκης, και η άλλη της Αχτιδικής Επιτροπής Καστοριάς. — [78, 795, 286, 888]
column-rule — [1140, 84, 1141, 2164]
section-box-title: ΜΙΛΑΕΙ Ο ΛΟΓΟΣ ΤΩΝ ΕΡΓΑΖΟΜΕΝΩΝ — [78, 84, 503, 148]
headline: ΛΗΜΠΝΕΧΤ, ΛΟΥΞΕΜΠΟΥΡΓΚ — [1179, 389, 1525, 417]
headline: ΤΗΣ ΣΙΔΗΡΑΣ ΕΙΡΗΝΗΣ "ΑΠΟΔΟΚΙΜΑΖΟΝΤΑΙ" — [1246, 949, 1458, 994]
headline: ΔΙΑΔΗΛΩΣΕΙΣ ΑΝΕΡΓΩΝ ΣΤΗ ΒΟΥΛΓΑΡΙΑ — [1171, 182, 1533, 202]
split-section — [520, 666, 1132, 1330]
article-text: Χτυπήσαμε πάλι στην πρόσοψη της Κοινότητας Καλλιθέας και ζητήσαμε άμεση συνέλευση του Δημοτικού Συμβουλίου. Ο Πρόεδρος δεν δέχτηκε να μας ακούσει και η Αστυνομία μας απώθησε. — [727, 237, 925, 317]
article-text: Στο μεταξύ οι εργάτες αντιστέκονται στην τρομοκρατία της κυβέρνησης και οργανώνουν την πάλη τους για την υπεράσπιση των δικαιωμάτων τους. — [1148, 832, 1347, 898]
article-text: Η Επιτροπή της Κ.Δ. που έθεσε την ανάγκη πολιτικής συσπείρωσης και την πάλη ενάντια στους αντιφρονούντες. Ζήτω το Κόμμα! — [295, 903, 503, 956]
headline: ΕΝΑΝΤΙΑ ΣΤΟΥΣ ΤΣΑΓΚΑΡΑΔΕΣ — [974, 740, 1090, 775]
headline: ΟΙ ΚΡΑΤΟΥΜΕΝΟΙ ΦΥΜΑΤΙΚΟΙ — [1207, 514, 1497, 537]
dateline: Αλεξανδρούπολη, Γεννάρης — [354, 418, 503, 431]
headline: ΣΗΜΕΡΑ ΚΑΛΟΥΝΤΑΙ ΣΕ ΣΥΓΚΕΝΤΡΩΣΗ ΟΙ ΕΜΠΟΡΟΫΠΑΛΛΗΛΟΙ — [586, 1536, 856, 1570]
headline: ΣΗΜΕΡΑ ΓΙΝΕΤΑΙ — [626, 1347, 816, 1374]
article-text: Κατά πληροφορίες που μας ήρθαν από το Ιτζεδίν, οι φυματικοί σύντροφοι κήρυξαν απεργία πείνας ζητώντας να μεταφερθούν σε σανατόριο και να τους δοθεί ιατρική περίθαλψη. — [1357, 596, 1556, 676]
article-columns — [1148, 421, 1556, 504]
section-heading: ΣΤΗΝ ΑΙΚΑΤΕΡΙΝΗ — [553, 328, 684, 345]
article-text: Η Υπαχτιδική Επιτροπή πήρε απόφαση ότι η Εκτελεστική της Κ.Δ. και η Κεντρική Επιτροπή του Κόμματος αποτελούν εγγύηση για τη συνέχιση του αγώνα. — [295, 960, 503, 1026]
article-columns — [78, 1173, 503, 1453]
